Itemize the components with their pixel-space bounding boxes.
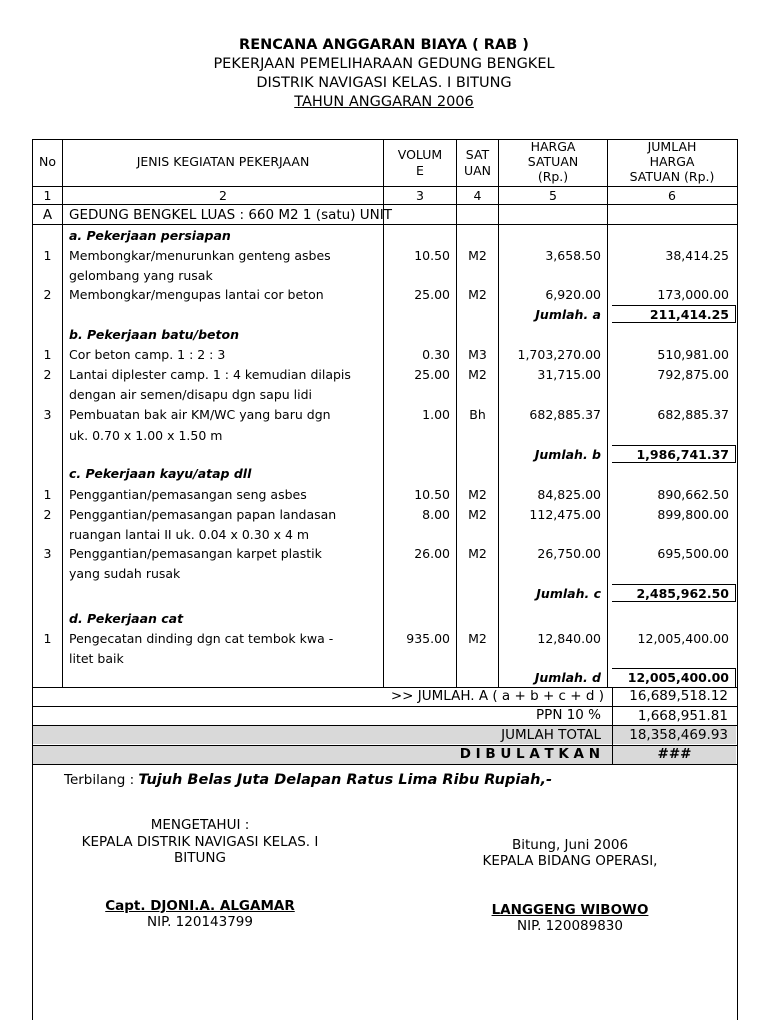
section-code: A xyxy=(42,207,53,223)
subtotal-label: Jumlah. c xyxy=(536,586,601,601)
col-header-satuan: SAT xyxy=(465,147,490,162)
col-header-jumlah: HARGA xyxy=(649,154,695,169)
row-satuan: M2 xyxy=(468,507,487,522)
row-desc: Penggantian/pemasangan karpet plastik xyxy=(69,546,322,561)
row-volume: 10.50 xyxy=(414,487,450,502)
row-desc: ruangan lantai II uk. 0.04 x 0.30 x 4 m xyxy=(69,527,310,542)
row-desc: gelombang yang rusak xyxy=(69,268,213,283)
ppn-label: PPN 10 % xyxy=(536,707,601,723)
row-jumlah: 890,662.50 xyxy=(657,487,729,502)
document-office: DISTRIK NAVIGASI KELAS. I BITUNG xyxy=(256,75,512,91)
subtotal-value: 2,485,962.50 xyxy=(636,586,729,601)
row-volume: 1.00 xyxy=(422,407,450,422)
document-subtitle: PEKERJAAN PEMELIHARAAN GEDUNG BENGKEL xyxy=(213,56,555,72)
row-desc: Penggantian/pemasangan papan landasan xyxy=(69,507,337,522)
col-number: 2 xyxy=(219,188,227,203)
row-desc: Cor beton camp. 1 : 2 : 3 xyxy=(69,347,226,362)
row-desc: uk. 0.70 x 1.00 x 1.50 m xyxy=(69,428,223,443)
col-header-jumlah: SATUAN (Rp.) xyxy=(629,169,715,184)
row-no: 1 xyxy=(43,631,52,646)
document-year: TAHUN ANGGARAN 2006 xyxy=(294,94,474,110)
group-title: c. Pekerjaan kayu/atap dll xyxy=(69,466,252,481)
left-sign-line3: BITUNG xyxy=(174,850,226,866)
row-jumlah: 899,800.00 xyxy=(657,507,729,522)
row-jumlah: 792,875.00 xyxy=(657,367,729,382)
document-title: RENCANA ANGGARAN BIAYA ( RAB ) xyxy=(239,37,529,53)
row-no: 2 xyxy=(43,287,52,302)
row-satuan: M3 xyxy=(468,347,487,362)
row-desc: Penggantian/pemasangan seng asbes xyxy=(69,487,307,502)
row-harga: 682,885.37 xyxy=(529,407,601,422)
col-header-harga: HARGA xyxy=(530,139,576,154)
row-divider xyxy=(32,745,737,746)
row-jumlah: 173,000.00 xyxy=(657,287,729,302)
row-no: 1 xyxy=(43,487,52,502)
row-jumlah: 682,885.37 xyxy=(657,407,729,422)
row-volume: 25.00 xyxy=(414,367,450,382)
row-divider xyxy=(32,725,737,726)
col-header-jenis: JENIS KEGIATAN PEKERJAAN xyxy=(136,154,310,169)
group-title: b. Pekerjaan batu/beton xyxy=(69,327,239,342)
subtotal-value: 1,986,741.37 xyxy=(636,447,729,462)
total-label: JUMLAH TOTAL xyxy=(501,727,601,743)
terbilang-label: Terbilang : xyxy=(64,772,135,788)
row-desc: Membongkar/menurunkan genteng asbes xyxy=(69,248,331,263)
row-volume: 8.00 xyxy=(422,507,450,522)
row-no: 3 xyxy=(43,546,52,561)
row-satuan: M2 xyxy=(468,287,487,302)
row-satuan: M2 xyxy=(468,631,487,646)
row-desc: yang sudah rusak xyxy=(69,566,181,581)
subtotal-label: Jumlah. d xyxy=(534,670,601,685)
row-volume: 0.30 xyxy=(422,347,450,362)
col-number: 5 xyxy=(549,188,557,203)
col-number: 3 xyxy=(416,188,424,203)
row-divider xyxy=(32,706,737,707)
row-divider xyxy=(32,186,737,187)
row-jumlah: 12,005,400.00 xyxy=(637,631,729,646)
row-harga: 6,920.00 xyxy=(545,287,601,302)
row-satuan: Bh xyxy=(469,407,486,422)
row-volume: 935.00 xyxy=(406,631,450,646)
terbilang xyxy=(64,772,552,788)
col-divider xyxy=(62,140,63,687)
col-header-harga: SATUAN xyxy=(527,154,579,169)
dibulatkan-label: D I B U L A T K A N xyxy=(459,746,600,762)
right-sign-line1: Bitung, Juni 2006 xyxy=(511,837,629,853)
row-no: 3 xyxy=(43,407,52,422)
row-harga: 84,825.00 xyxy=(537,487,601,502)
left-sign-line2: KEPALA DISTRIK NAVIGASI KELAS. I xyxy=(81,834,319,850)
row-no: 1 xyxy=(43,248,52,263)
row-desc: Lantai diplester camp. 1 : 4 kemudian dilapis xyxy=(69,367,351,382)
row-desc: Pengecatan dinding dgn cat tembok kwa - xyxy=(69,631,334,646)
subtotal-label: Jumlah. a xyxy=(535,307,601,322)
right-sign-line2: KEPALA BIDANG OPERASI, xyxy=(482,853,658,869)
row-divider xyxy=(32,224,737,225)
row-satuan: M2 xyxy=(468,487,487,502)
row-desc: litet baik xyxy=(69,651,124,666)
row-satuan: M2 xyxy=(468,367,487,382)
left-sign-name: Capt. DJONI.A. ALGAMAR xyxy=(105,898,295,914)
jumlah-a-label: >> JUMLAH. A ( a + b + c + d ) xyxy=(390,688,604,704)
row-volume: 25.00 xyxy=(414,287,450,302)
row-divider xyxy=(32,204,737,205)
group-title: a. Pekerjaan persiapan xyxy=(69,228,231,243)
row-volume: 10.50 xyxy=(414,248,450,263)
row-jumlah: 38,414.25 xyxy=(665,248,729,263)
col-header-no: No xyxy=(39,154,56,169)
jumlah-a-value: 16,689,518.12 xyxy=(629,688,728,704)
row-no: 1 xyxy=(43,347,52,362)
dibulatkan-value: ### xyxy=(657,746,692,762)
right-sign-name: LANGGENG WIBOWO xyxy=(491,902,649,918)
row-jumlah: 695,500.00 xyxy=(657,546,729,561)
col-header-jumlah: JUMLAH xyxy=(647,139,697,154)
row-jumlah: 510,981.00 xyxy=(657,347,729,362)
ppn-value: 1,668,951.81 xyxy=(637,708,728,724)
left-sign-line1: MENGETAHUI : xyxy=(150,817,250,833)
row-harga: 12,840.00 xyxy=(537,631,601,646)
row-volume: 26.00 xyxy=(414,546,450,561)
col-number: 1 xyxy=(43,188,52,203)
row-harga: 1,703,270.00 xyxy=(517,347,601,362)
row-divider xyxy=(32,764,737,765)
total-value: 18,358,469.93 xyxy=(629,727,728,743)
row-harga: 31,715.00 xyxy=(537,367,601,382)
row-desc: Pembuatan bak air KM/WC yang baru dgn xyxy=(69,407,331,422)
row-no: 2 xyxy=(43,507,52,522)
col-header-satuan: UAN xyxy=(463,163,492,178)
row-harga: 112,475.00 xyxy=(529,507,601,522)
subtotal-value: 211,414.25 xyxy=(649,307,729,322)
row-desc: dengan air semen/disapu dgn sapu lidi xyxy=(69,387,313,402)
group-title: d. Pekerjaan cat xyxy=(69,611,184,626)
col-header-volume: VOLUM xyxy=(397,147,443,162)
col-number: 6 xyxy=(668,188,676,203)
row-harga: 3,658.50 xyxy=(545,248,601,263)
col-header-harga: (Rp.) xyxy=(537,169,569,184)
col-header-volume: E xyxy=(416,163,424,178)
row-no: 2 xyxy=(43,367,52,382)
section-title: GEDUNG BENGKEL LUAS : 660 M2 1 (satu) UNIT xyxy=(69,207,392,223)
row-satuan: M2 xyxy=(468,248,487,263)
row-satuan: M2 xyxy=(468,546,487,561)
subtotal-label: Jumlah. b xyxy=(534,447,601,462)
row-desc: Membongkar/mengupas lantai cor beton xyxy=(69,287,324,302)
left-sign-nip: NIP. 120143799 xyxy=(146,914,253,930)
col-number: 4 xyxy=(473,188,482,203)
row-harga: 26,750.00 xyxy=(537,546,601,561)
subtotal-value: 12,005,400.00 xyxy=(627,670,729,685)
right-sign-nip: NIP. 120089830 xyxy=(516,918,623,934)
terbilang-text: Tujuh Belas Juta Delapan Ratus Lima Ribu Rupiah,- xyxy=(138,772,552,788)
